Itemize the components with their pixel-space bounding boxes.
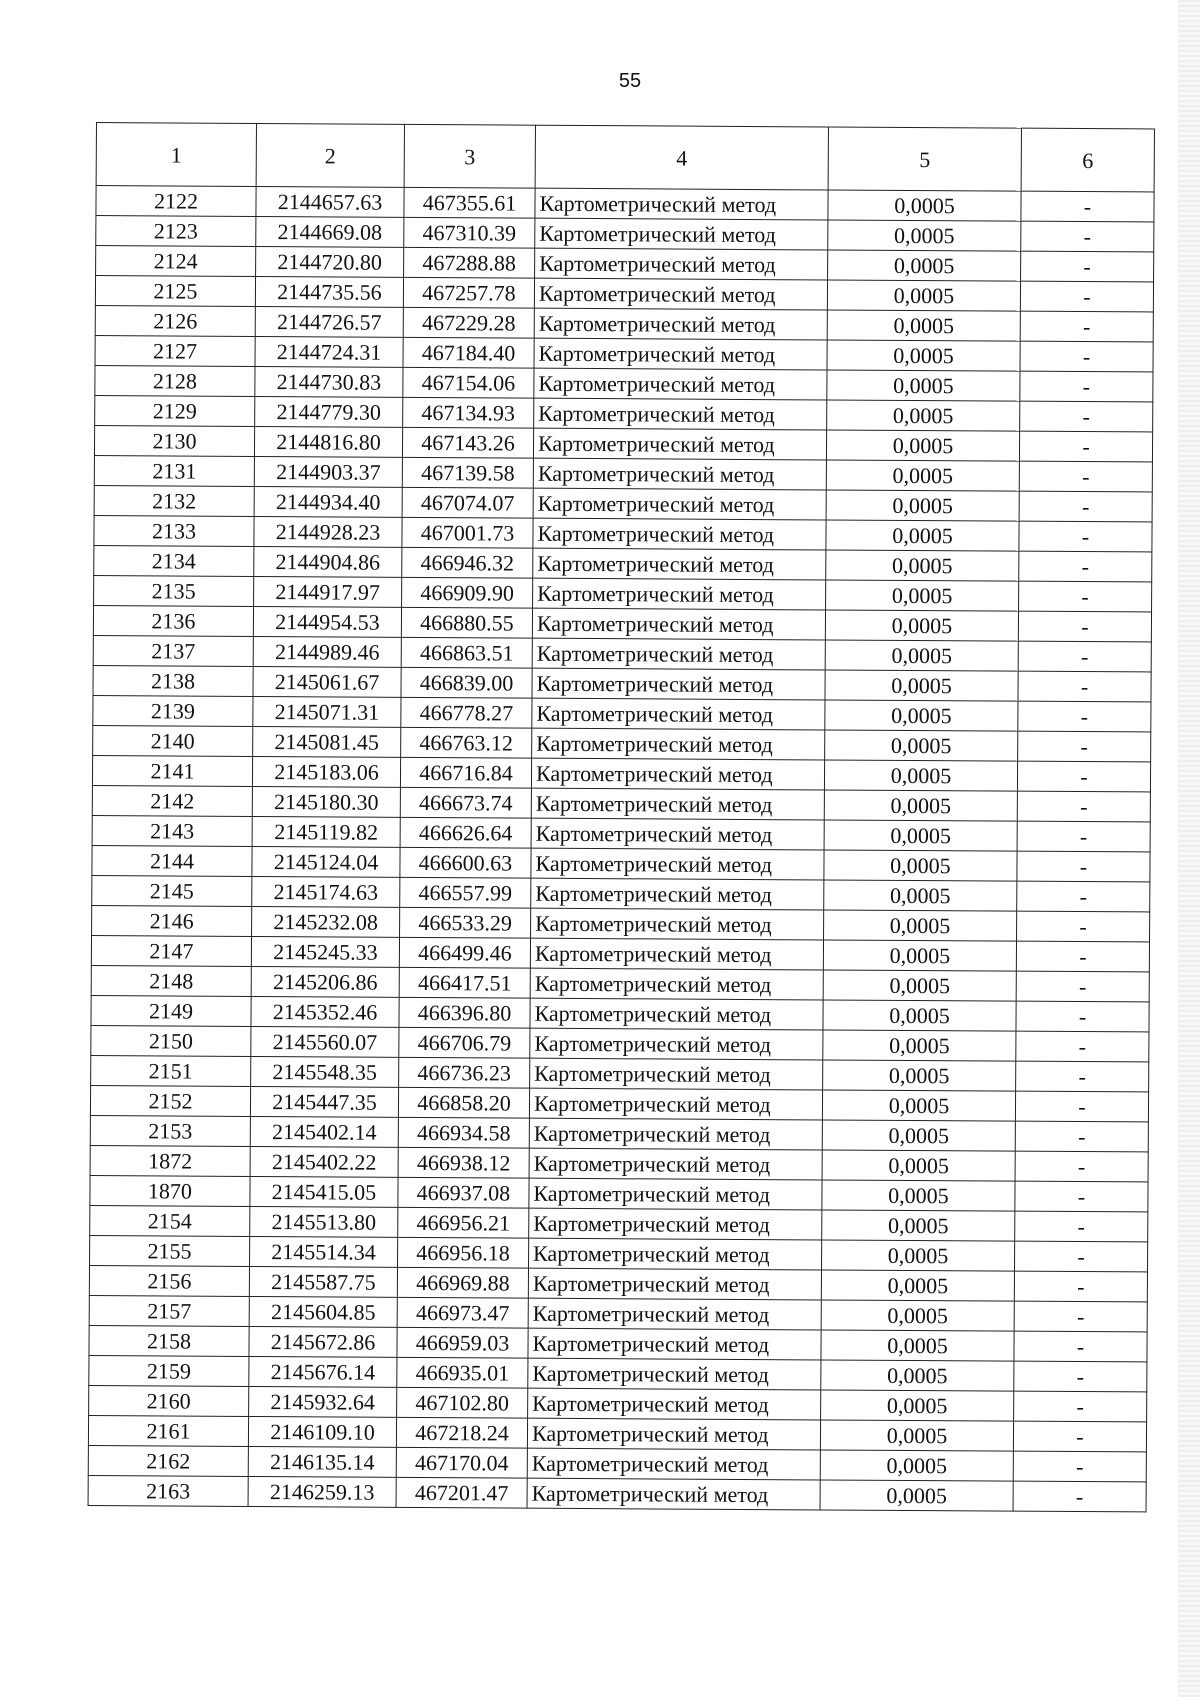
- accuracy-cell: 0,0005: [824, 820, 1017, 851]
- note-cell: -: [1018, 641, 1151, 672]
- accuracy-cell: 0,0005: [827, 340, 1020, 371]
- method-cell: Картометрический метод: [534, 398, 827, 430]
- accuracy-cell: 0,0005: [826, 520, 1019, 551]
- accuracy-cell: 0,0005: [822, 1150, 1015, 1181]
- x-coordinate-cell: 2145183.06: [252, 756, 400, 787]
- y-coordinate-cell: 466626.64: [400, 817, 531, 848]
- y-coordinate-cell: 466934.58: [398, 1117, 529, 1148]
- note-cell: -: [1013, 1421, 1146, 1452]
- method-cell: Картометрический метод: [528, 1358, 821, 1390]
- point-number-cell: 2144: [92, 845, 252, 876]
- y-coordinate-cell: 467074.07: [402, 487, 533, 518]
- x-coordinate-cell: 2144726.57: [255, 306, 403, 337]
- note-cell: -: [1021, 191, 1154, 222]
- y-coordinate-cell: 467001.73: [402, 517, 533, 548]
- x-coordinate-cell: 2144917.97: [254, 576, 402, 607]
- method-cell: Картометрический метод: [529, 1088, 822, 1120]
- method-cell: Картометрический метод: [533, 428, 826, 460]
- point-number-cell: 2146: [92, 905, 252, 936]
- accuracy-cell: 0,0005: [820, 1480, 1013, 1511]
- accuracy-cell: 0,0005: [824, 850, 1017, 881]
- point-number-cell: 2140: [93, 725, 253, 756]
- note-cell: -: [1016, 1001, 1149, 1032]
- method-cell: Картометрический метод: [531, 788, 824, 820]
- column-header-1: 1: [96, 123, 256, 187]
- method-cell: Картометрический метод: [533, 518, 826, 550]
- accuracy-cell: 0,0005: [821, 1300, 1014, 1331]
- x-coordinate-cell: 2145352.46: [251, 996, 399, 1027]
- table-row: [88, 1475, 1146, 1511]
- point-number-cell: 2125: [95, 276, 255, 307]
- note-cell: -: [1014, 1271, 1147, 1302]
- method-cell: Картометрический метод: [531, 848, 824, 880]
- accuracy-cell: 0,0005: [828, 250, 1021, 281]
- point-number-cell: 2122: [96, 186, 256, 217]
- method-cell: Картометрический метод: [533, 488, 826, 520]
- y-coordinate-cell: 466959.03: [397, 1327, 528, 1358]
- method-cell: Картометрический метод: [532, 638, 825, 670]
- y-coordinate-cell: 466763.12: [401, 727, 532, 758]
- x-coordinate-cell: 2145081.45: [253, 726, 401, 757]
- y-coordinate-cell: 467170.04: [396, 1447, 527, 1478]
- method-cell: Картометрический метод: [532, 668, 825, 700]
- y-coordinate-cell: 466956.21: [398, 1207, 529, 1238]
- accuracy-cell: 0,0005: [824, 910, 1017, 941]
- note-cell: -: [1015, 1091, 1148, 1122]
- x-coordinate-cell: 2145447.35: [250, 1086, 398, 1117]
- point-number-cell: 2134: [94, 545, 254, 576]
- method-cell: Картометрический метод: [531, 878, 824, 910]
- y-coordinate-cell: 466946.32: [402, 547, 533, 578]
- x-coordinate-cell: 2144730.83: [255, 366, 403, 397]
- y-coordinate-cell: 467184.40: [403, 337, 534, 368]
- method-cell: Картометрический метод: [527, 1448, 820, 1480]
- method-cell: Картометрический метод: [535, 188, 828, 220]
- method-cell: Картометрический метод: [534, 308, 827, 340]
- x-coordinate-cell: 2144928.23: [254, 516, 402, 547]
- x-coordinate-cell: 2145672.86: [249, 1326, 397, 1357]
- point-number-cell: 2143: [92, 815, 252, 846]
- note-cell: -: [1017, 911, 1150, 942]
- method-cell: Картометрический метод: [534, 338, 827, 370]
- method-cell: Картометрический метод: [534, 278, 827, 310]
- x-coordinate-cell: 2145604.85: [249, 1296, 397, 1327]
- accuracy-cell: 0,0005: [827, 280, 1020, 311]
- point-number-cell: 2142: [92, 785, 252, 816]
- note-cell: -: [1018, 701, 1151, 732]
- accuracy-cell: 0,0005: [825, 670, 1018, 701]
- point-number-cell: 2152: [90, 1085, 250, 1116]
- y-coordinate-cell: 466938.12: [398, 1147, 529, 1178]
- x-coordinate-cell: 2144816.80: [254, 426, 402, 457]
- point-number-cell: 2153: [90, 1115, 250, 1146]
- x-coordinate-cell: 2145245.33: [251, 936, 399, 967]
- note-cell: -: [1019, 581, 1152, 612]
- method-cell: Картометрический метод: [528, 1268, 821, 1300]
- y-coordinate-cell: 466935.01: [397, 1357, 528, 1388]
- note-cell: -: [1015, 1151, 1148, 1182]
- x-coordinate-cell: 2144903.37: [254, 456, 402, 487]
- column-header-3: 3: [404, 124, 535, 188]
- note-cell: -: [1018, 731, 1151, 762]
- note-cell: -: [1019, 491, 1152, 522]
- column-header-5: 5: [828, 127, 1021, 191]
- accuracy-cell: 0,0005: [828, 190, 1021, 221]
- point-number-cell: 2132: [94, 485, 254, 516]
- point-number-cell: 2145: [92, 875, 252, 906]
- x-coordinate-cell: 2145232.08: [252, 906, 400, 937]
- point-number-cell: 2155: [90, 1235, 250, 1266]
- x-coordinate-cell: 2144989.46: [253, 636, 401, 667]
- point-number-cell: 2129: [95, 395, 255, 426]
- accuracy-cell: 0,0005: [822, 1210, 1015, 1241]
- y-coordinate-cell: 467201.47: [396, 1477, 527, 1508]
- accuracy-cell: 0,0005: [824, 760, 1017, 791]
- point-number-cell: 2133: [94, 515, 254, 546]
- method-cell: Картометрический метод: [534, 368, 827, 400]
- note-cell: -: [1018, 611, 1151, 642]
- x-coordinate-cell: 2145560.07: [251, 1026, 399, 1057]
- x-coordinate-cell: 2145415.05: [250, 1176, 398, 1207]
- x-coordinate-cell: 2145676.14: [249, 1356, 397, 1387]
- point-number-cell: 2151: [91, 1055, 251, 1086]
- note-cell: -: [1019, 551, 1152, 582]
- y-coordinate-cell: 467154.06: [403, 367, 534, 398]
- point-number-cell: 2128: [95, 365, 255, 396]
- x-coordinate-cell: 2144954.53: [253, 606, 401, 637]
- method-cell: Картометрический метод: [530, 1028, 823, 1060]
- note-cell: -: [1019, 461, 1152, 492]
- accuracy-cell: 0,0005: [823, 970, 1016, 1001]
- accuracy-cell: 0,0005: [826, 550, 1019, 581]
- point-number-cell: 2137: [93, 635, 253, 666]
- accuracy-cell: 0,0005: [822, 1240, 1015, 1271]
- y-coordinate-cell: 466499.46: [399, 937, 530, 968]
- x-coordinate-cell: 2144657.63: [256, 186, 404, 217]
- note-cell: -: [1019, 431, 1152, 462]
- point-number-cell: 2148: [91, 965, 251, 996]
- x-coordinate-cell: 2146109.10: [248, 1416, 396, 1447]
- x-coordinate-cell: 2145206.86: [251, 966, 399, 997]
- y-coordinate-cell: 466880.55: [401, 607, 532, 638]
- x-coordinate-cell: 2144904.86: [254, 546, 402, 577]
- x-coordinate-cell: 2144779.30: [255, 396, 403, 427]
- method-cell: Картометрический метод: [532, 608, 825, 640]
- note-cell: -: [1014, 1391, 1147, 1422]
- accuracy-cell: 0,0005: [825, 610, 1018, 641]
- note-cell: -: [1019, 521, 1152, 552]
- y-coordinate-cell: 467143.26: [402, 427, 533, 458]
- note-cell: -: [1020, 281, 1153, 312]
- method-cell: Картометрический метод: [533, 548, 826, 580]
- x-coordinate-cell: 2145402.14: [250, 1116, 398, 1147]
- method-cell: Картометрический метод: [531, 758, 824, 790]
- point-number-cell: 2159: [89, 1355, 249, 1386]
- point-number-cell: 2135: [94, 575, 254, 606]
- accuracy-cell: 0,0005: [826, 490, 1019, 521]
- point-number-cell: 2126: [95, 305, 255, 336]
- x-coordinate-cell: 2145513.80: [250, 1206, 398, 1237]
- note-cell: -: [1017, 791, 1150, 822]
- accuracy-cell: 0,0005: [821, 1270, 1014, 1301]
- y-coordinate-cell: 467310.39: [404, 217, 535, 248]
- accuracy-cell: 0,0005: [825, 700, 1018, 731]
- note-cell: -: [1018, 671, 1151, 702]
- accuracy-cell: 0,0005: [823, 1030, 1016, 1061]
- y-coordinate-cell: 467257.78: [403, 277, 534, 308]
- note-cell: -: [1014, 1301, 1147, 1332]
- y-coordinate-cell: 466909.90: [402, 577, 533, 608]
- point-number-cell: 2158: [89, 1325, 249, 1356]
- method-cell: Картометрический метод: [530, 938, 823, 970]
- x-coordinate-cell: 2144720.80: [256, 246, 404, 277]
- x-coordinate-cell: 2146135.14: [248, 1446, 396, 1477]
- point-number-cell: 2136: [93, 605, 253, 636]
- y-coordinate-cell: 467355.61: [404, 187, 535, 218]
- y-coordinate-cell: 466956.18: [398, 1237, 529, 1268]
- point-number-cell: 2127: [95, 335, 255, 366]
- x-coordinate-cell: 2145061.67: [253, 666, 401, 697]
- method-cell: Картометрический метод: [529, 1118, 822, 1150]
- note-cell: -: [1013, 1451, 1146, 1482]
- y-coordinate-cell: 466417.51: [399, 967, 530, 998]
- method-cell: Картометрический метод: [532, 728, 825, 760]
- y-coordinate-cell: 467134.93: [403, 397, 534, 428]
- method-cell: Картометрический метод: [532, 698, 825, 730]
- method-cell: Картометрический метод: [535, 218, 828, 250]
- accuracy-cell: 0,0005: [820, 1420, 1013, 1451]
- accuracy-cell: 0,0005: [822, 1180, 1015, 1211]
- column-header-2: 2: [256, 123, 404, 187]
- y-coordinate-cell: 467218.24: [396, 1417, 527, 1448]
- point-number-cell: 2147: [91, 935, 251, 966]
- point-number-cell: 2149: [91, 995, 251, 1026]
- x-coordinate-cell: 2145548.35: [251, 1056, 399, 1087]
- x-coordinate-cell: 2145514.34: [250, 1236, 398, 1267]
- point-number-cell: 2157: [89, 1295, 249, 1326]
- point-number-cell: 2138: [93, 665, 253, 696]
- point-number-cell: 1872: [90, 1145, 250, 1176]
- accuracy-cell: 0,0005: [824, 790, 1017, 821]
- y-coordinate-cell: 466533.29: [400, 907, 531, 938]
- x-coordinate-cell: 2145174.63: [252, 876, 400, 907]
- y-coordinate-cell: 466396.80: [399, 997, 530, 1028]
- accuracy-cell: 0,0005: [828, 220, 1021, 251]
- note-cell: -: [1014, 1361, 1147, 1392]
- method-cell: Картометрический метод: [527, 1478, 820, 1510]
- point-number-cell: 2123: [96, 216, 256, 247]
- y-coordinate-cell: 466716.84: [400, 757, 531, 788]
- accuracy-cell: 0,0005: [824, 880, 1017, 911]
- method-cell: Картометрический метод: [528, 1298, 821, 1330]
- method-cell: Картометрический метод: [530, 968, 823, 1000]
- method-cell: Картометрический метод: [529, 1208, 822, 1240]
- method-cell: Картометрический метод: [529, 1238, 822, 1270]
- column-header-6: 6: [1021, 128, 1154, 192]
- note-cell: -: [1017, 821, 1150, 852]
- method-cell: Картометрический метод: [527, 1418, 820, 1450]
- method-cell: Картометрический метод: [530, 1058, 823, 1090]
- method-cell: Картометрический метод: [531, 818, 824, 850]
- note-cell: -: [1015, 1181, 1148, 1212]
- coordinates-table: [88, 122, 1155, 1512]
- note-cell: -: [1016, 941, 1149, 972]
- y-coordinate-cell: 466858.20: [398, 1087, 529, 1118]
- accuracy-cell: 0,0005: [826, 430, 1019, 461]
- accuracy-cell: 0,0005: [827, 310, 1020, 341]
- accuracy-cell: 0,0005: [823, 1060, 1016, 1091]
- point-number-cell: 2161: [88, 1415, 248, 1446]
- note-cell: -: [1021, 221, 1154, 252]
- y-coordinate-cell: 466736.23: [399, 1057, 530, 1088]
- y-coordinate-cell: 466839.00: [401, 667, 532, 698]
- x-coordinate-cell: 2145119.82: [252, 816, 400, 847]
- column-header-4: 4: [535, 125, 828, 190]
- point-number-cell: 2154: [90, 1205, 250, 1236]
- note-cell: -: [1020, 401, 1153, 432]
- y-coordinate-cell: 466778.27: [401, 697, 532, 728]
- method-cell: Картометрический метод: [528, 1388, 821, 1420]
- accuracy-cell: 0,0005: [822, 1090, 1015, 1121]
- note-cell: -: [1017, 881, 1150, 912]
- y-coordinate-cell: 466600.63: [400, 847, 531, 878]
- accuracy-cell: 0,0005: [821, 1330, 1014, 1361]
- note-cell: -: [1017, 761, 1150, 792]
- note-cell: -: [1020, 311, 1153, 342]
- point-number-cell: 2163: [88, 1475, 248, 1506]
- y-coordinate-cell: 466557.99: [400, 877, 531, 908]
- y-coordinate-cell: 466973.47: [397, 1297, 528, 1328]
- method-cell: Картометрический метод: [535, 248, 828, 280]
- note-cell: -: [1016, 1061, 1149, 1092]
- y-coordinate-cell: 466673.74: [400, 787, 531, 818]
- accuracy-cell: 0,0005: [825, 640, 1018, 671]
- accuracy-cell: 0,0005: [823, 1000, 1016, 1031]
- note-cell: -: [1020, 341, 1153, 372]
- accuracy-cell: 0,0005: [823, 940, 1016, 971]
- accuracy-cell: 0,0005: [827, 370, 1020, 401]
- x-coordinate-cell: 2145071.31: [253, 696, 401, 727]
- point-number-cell: 2130: [94, 425, 254, 456]
- x-coordinate-cell: 2144934.40: [254, 486, 402, 517]
- x-coordinate-cell: 2144669.08: [256, 216, 404, 247]
- point-number-cell: 2162: [88, 1445, 248, 1476]
- x-coordinate-cell: 2145180.30: [252, 786, 400, 817]
- page-number: 55: [618, 70, 642, 92]
- accuracy-cell: 0,0005: [826, 580, 1019, 611]
- note-cell: -: [1016, 971, 1149, 1002]
- method-cell: Картометрический метод: [530, 998, 823, 1030]
- method-cell: Картометрический метод: [531, 908, 824, 940]
- accuracy-cell: 0,0005: [827, 400, 1020, 431]
- x-coordinate-cell: 2144724.31: [255, 336, 403, 367]
- y-coordinate-cell: 467229.28: [403, 307, 534, 338]
- x-coordinate-cell: 2145402.22: [250, 1146, 398, 1177]
- note-cell: -: [1014, 1241, 1147, 1272]
- y-coordinate-cell: 467102.80: [397, 1387, 528, 1418]
- x-coordinate-cell: 2145932.64: [249, 1386, 397, 1417]
- accuracy-cell: 0,0005: [821, 1360, 1014, 1391]
- method-cell: Картометрический метод: [529, 1178, 822, 1210]
- point-number-cell: 2131: [94, 455, 254, 486]
- accuracy-cell: 0,0005: [821, 1390, 1014, 1421]
- scan-edge: [1178, 0, 1200, 1697]
- x-coordinate-cell: 2146259.13: [248, 1476, 396, 1507]
- accuracy-cell: 0,0005: [826, 460, 1019, 491]
- point-number-cell: 2139: [93, 695, 253, 726]
- note-cell: -: [1017, 851, 1150, 882]
- accuracy-cell: 0,0005: [822, 1120, 1015, 1151]
- table-header-row: [96, 123, 1154, 192]
- y-coordinate-cell: 466937.08: [398, 1177, 529, 1208]
- note-cell: -: [1013, 1481, 1146, 1512]
- method-cell: Картометрический метод: [533, 578, 826, 610]
- y-coordinate-cell: 467288.88: [404, 247, 535, 278]
- x-coordinate-cell: 2145124.04: [252, 846, 400, 877]
- table-body: [88, 186, 1154, 1512]
- point-number-cell: 2160: [89, 1385, 249, 1416]
- method-cell: Картометрический метод: [533, 458, 826, 490]
- note-cell: -: [1021, 251, 1154, 282]
- method-cell: Картометрический метод: [528, 1328, 821, 1360]
- note-cell: -: [1020, 371, 1153, 402]
- note-cell: -: [1015, 1121, 1148, 1152]
- point-number-cell: 2150: [91, 1025, 251, 1056]
- point-number-cell: 1870: [90, 1175, 250, 1206]
- note-cell: -: [1015, 1211, 1148, 1242]
- note-cell: -: [1014, 1331, 1147, 1362]
- y-coordinate-cell: 466706.79: [399, 1027, 530, 1058]
- note-cell: -: [1016, 1031, 1149, 1062]
- method-cell: Картометрический метод: [529, 1148, 822, 1180]
- y-coordinate-cell: 466969.88: [397, 1267, 528, 1298]
- point-number-cell: 2156: [89, 1265, 249, 1296]
- accuracy-cell: 0,0005: [825, 730, 1018, 761]
- point-number-cell: 2141: [92, 755, 252, 786]
- y-coordinate-cell: 467139.58: [402, 457, 533, 488]
- point-number-cell: 2124: [96, 246, 256, 277]
- x-coordinate-cell: 2145587.75: [249, 1266, 397, 1297]
- x-coordinate-cell: 2144735.56: [255, 276, 403, 307]
- y-coordinate-cell: 466863.51: [401, 637, 532, 668]
- accuracy-cell: 0,0005: [820, 1450, 1013, 1481]
